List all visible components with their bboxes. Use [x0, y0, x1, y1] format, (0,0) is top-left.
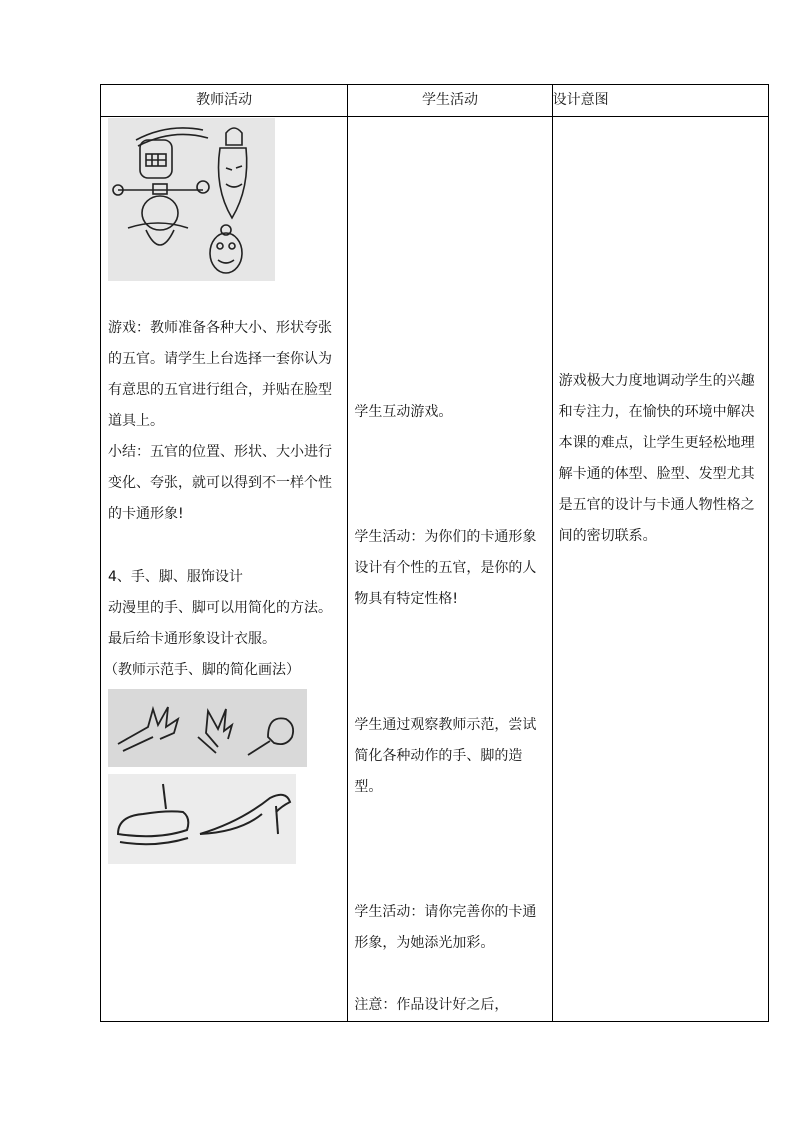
student-text-3: 学生通过观察教师示范，尝试简化各种动作的手、脚的造型。 [354, 717, 537, 795]
intent-text: 游戏极大力度地调动学生的兴趣和专注力，在愉快的环境中解决本课的难点，让学生更轻松地理解卡通的体型、脸型、发型尤其是五官的设计与卡通人物性格之间的密切联系。 [558, 373, 755, 544]
header-teacher: 教师活动 [101, 85, 348, 117]
section4-body: 动漫里的手、脚可以用简化的方法。最后给卡通形象设计衣服。 [108, 600, 332, 647]
teacher-game-text: 游戏：教师准备各种大小、形状夸张的五官。请学生上台选择一套你认为有意思的五官进行组合，并贴在脸型道具上。 [108, 320, 332, 429]
faces-sketch-photo [108, 118, 275, 281]
student-text-2: 学生活动：为你们的卡通形象设计有个性的五官，是你的人物具有特定性格! [354, 529, 537, 607]
hands-sketch-photo [108, 689, 307, 767]
teacher-cell [101, 117, 348, 1022]
student-cell [348, 117, 552, 1022]
section4-title: 4、手、脚、服饰设计 [108, 569, 243, 585]
student-text-5: 注意：作品设计好之后， [354, 997, 509, 1013]
header-intent: 设计意图 [552, 85, 768, 117]
student-text-4: 学生活动：请你完善你的卡通形象，为她添光加彩。 [354, 904, 537, 951]
header-student: 学生活动 [348, 85, 552, 117]
shoes-sketch-photo [108, 774, 296, 864]
lesson-plan-table [100, 84, 769, 1022]
content-row [101, 117, 769, 1022]
header-row [101, 85, 769, 117]
teacher-summary-text: 小结：五官的位置、形状、大小进行变化、夸张，就可以得到不一样个性的卡通形象! [108, 444, 332, 522]
section4-note: （教师示范手、脚的简化画法） [104, 662, 300, 678]
intent-cell [552, 117, 768, 1022]
student-text-1: 学生互动游戏。 [354, 404, 453, 420]
